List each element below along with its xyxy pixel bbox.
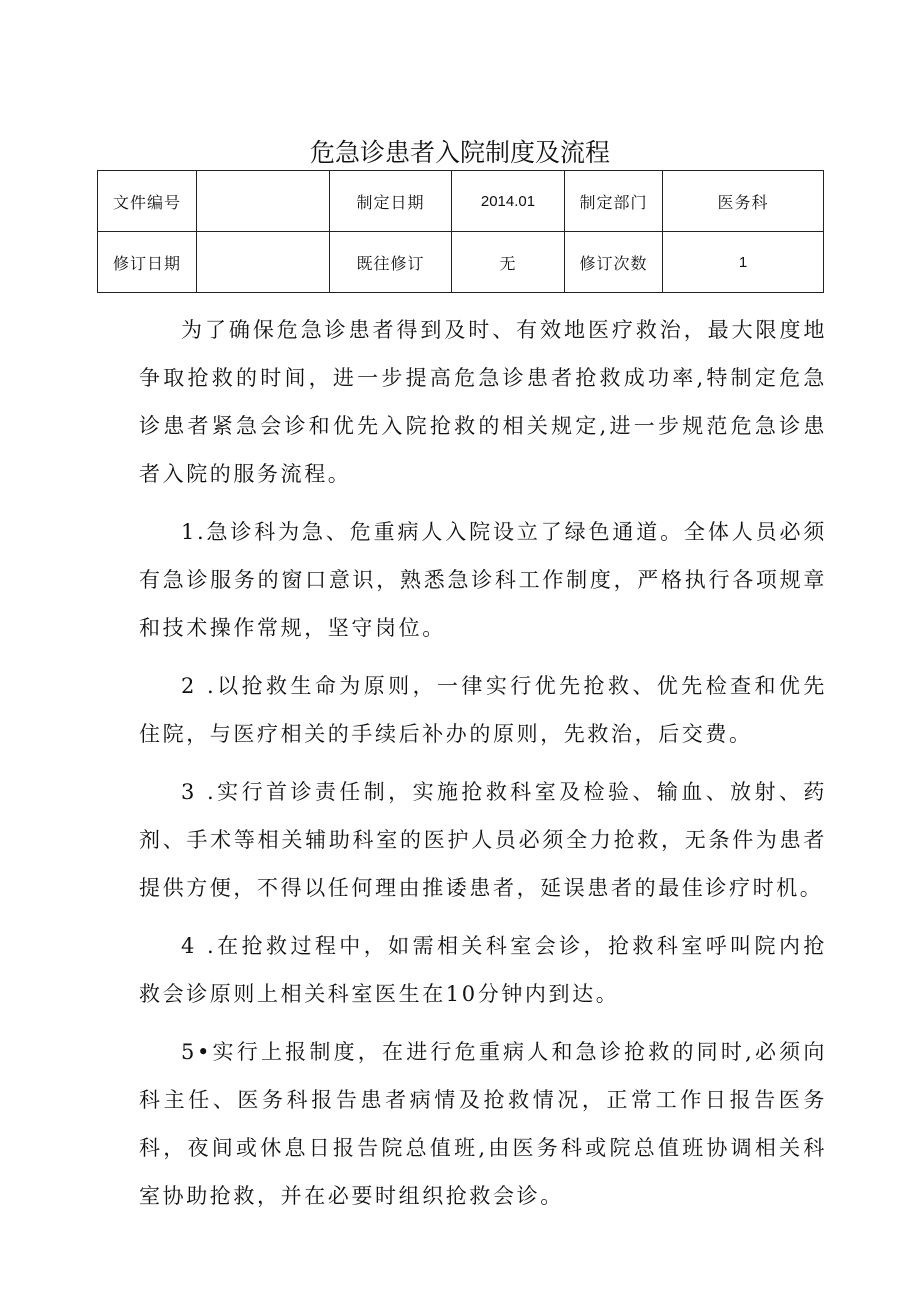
rule-item-2: 2 .以抢救生命为原则，一律实行优先抢救、优先检查和优先住院，与医疗相关的手续后补办的原则，先救治，后交费。 xyxy=(139,674,827,746)
department-label: 制定部门 xyxy=(565,171,663,232)
file-number-value xyxy=(197,171,330,232)
previous-revision-label: 既往修订 xyxy=(330,232,452,293)
created-date-label: 制定日期 xyxy=(330,171,452,232)
document-title: 危急诊患者入院制度及流程 xyxy=(309,138,610,167)
revision-date-label: 修订日期 xyxy=(98,232,197,293)
file-number-label: 文件编号 xyxy=(98,171,197,232)
created-date-value: 2014.01 xyxy=(452,171,565,232)
rule-item-5: 5•实行上报制度，在进行危重病人和急诊抢救的同时,必须向科主任、医务科报告患者病情及抢救情况，正常工作日报告医务科，夜间或休息日报告院总值班,由医务科或院总值班协调相关科室协助抢救，并在必要时组织抢救会诊。 xyxy=(139,1040,827,1208)
revision-date-value xyxy=(197,232,330,293)
document-body xyxy=(139,306,827,1230)
previous-revision-value: 无 xyxy=(452,232,565,293)
rule-item-4: 4 .在抢救过程中，如需相关科室会诊，抢救科室呼叫院内抢救会诊原则上相关科室医生在10分钟内到达。 xyxy=(139,934,827,1006)
intro-paragraph: 为了确保危急诊患者得到及时、有效地医疗救治，最大限度地争取抢救的时间，进一步提高危急诊患者抢救成功率,特制定危急诊患者紧急会诊和优先入院抢救的相关规定,进一步规范危急诊患者入院的服务流程。 xyxy=(139,318,827,486)
rule-item-1: 1.急诊科为急、危重病人入院设立了绿色通道。全体人员必须有急诊服务的窗口意识，熟悉急诊科工作制度，严格执行各项规章和技术操作常规，坚守岗位。 xyxy=(139,520,827,640)
revision-count-value: 1 xyxy=(663,232,824,293)
department-value: 医务科 xyxy=(663,171,824,232)
revision-count-label: 修订次数 xyxy=(565,232,663,293)
meta-row-2 xyxy=(98,232,824,293)
rule-item-3: 3 .实行首诊责任制，实施抢救科室及检验、输血、放射、药剂、手术等相关辅助科室的医护人员必须全力抢救，无条件为患者提供方便，不得以任何理由推诿患者，延误患者的最佳诊疗时机。 xyxy=(139,780,827,900)
meta-row-1 xyxy=(98,171,824,232)
document-meta-table xyxy=(97,170,824,293)
